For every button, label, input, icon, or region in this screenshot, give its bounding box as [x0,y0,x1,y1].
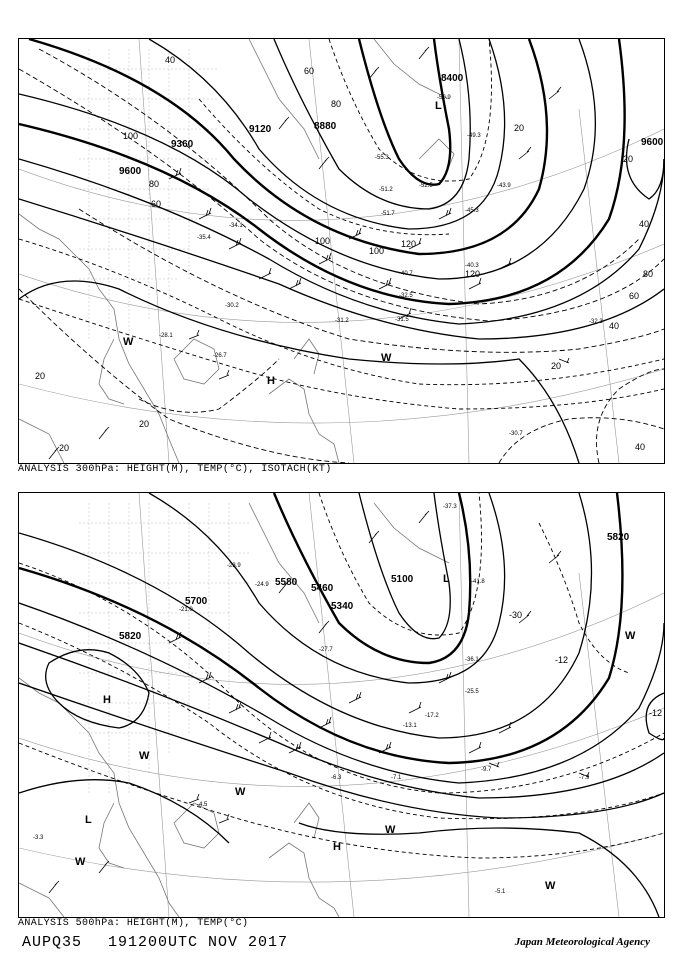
temperature-label: -34.1 [229,223,243,229]
warm-marker: W [75,856,86,868]
height-label: 5700 [185,596,208,607]
map-500hpa-canvas [19,493,664,917]
temperature-label: -36.1 [465,657,479,663]
temperature-label: -50.9 [437,95,451,101]
temperature-label: -3.3 [33,835,44,841]
isotach-label: 100 [123,131,139,141]
low-center-marker: L [435,100,442,112]
isotach-label: 40 [635,442,646,452]
isotach-label: 120 [465,269,481,279]
temperature-label: -25.5 [465,689,479,695]
isotach-label: 80 [643,269,654,279]
isotach-labels [35,55,653,453]
graticule [19,39,664,463]
isotach-label: 100 [369,246,385,256]
height-label: 8400 [441,73,464,84]
height-label: 5460 [311,583,334,594]
height-label: 5820 [607,532,630,543]
isotach-label: 80 [331,99,342,109]
temperature-label: -23.9 [227,563,241,569]
temperature-label: -51.2 [379,187,393,193]
temperature-label: -28.1 [159,333,173,339]
height-contours [19,493,664,917]
warm-marker: W [625,630,636,642]
isotach-label: 40 [609,321,620,331]
warm-marker: W [123,336,134,348]
temperature-label: -5.1 [495,889,506,895]
graticule [19,493,664,917]
height-label: 5340 [331,601,354,612]
isotach-label: 20 [623,154,634,164]
low-center-marker: L [443,573,450,585]
temperature-label: -9.7 [481,767,492,773]
height-contours [19,39,664,463]
temperature-label: -41.8 [471,579,485,585]
isotach-label: 120 [401,239,417,249]
warm-marker: W [381,352,392,364]
temperature-label: -32.3 [589,319,603,325]
temperature-label: -17.2 [425,713,439,719]
low-center-marker: L [85,814,92,826]
isotach-label: 40 [639,219,650,229]
isotach-label: 80 [149,179,160,189]
isotach-label: 60 [151,199,162,209]
analysis-500hpa-map [18,492,665,918]
isotach-label: 20 [551,361,562,371]
system-markers [75,573,636,892]
temperature-label: -21.0 [179,607,193,613]
temperature-label: -49.3 [467,133,481,139]
isotach-label: 20 [59,443,70,453]
temperature-label: -40.7 [399,271,413,277]
temperature-label: -35.4 [197,235,211,241]
temperature-label: -27.7 [319,647,333,653]
temperature-label: -12 [649,708,663,718]
temperature-label: -55.3 [375,155,389,161]
temperature-label: -31.2 [335,318,349,324]
temperature-label: -6.3 [331,775,342,781]
temperature-label: -4.5 [197,802,208,808]
warm-marker: W [139,750,150,762]
map-300hpa-canvas [19,39,664,463]
temperature-label: -30 [509,610,523,620]
temperature-label: -7.1 [391,775,402,781]
temperature-label: -45.3 [465,208,479,214]
temperature-label: -31.5 [395,317,409,323]
wind-barbs [49,511,589,893]
agency-name: Japan Meteorological Agency [514,936,650,948]
temperature-labels [33,504,662,895]
temperature-label: -40.3 [465,263,479,269]
warm-marker: W [235,786,246,798]
height-label: 9360 [171,139,194,150]
temperature-label: -30.7 [509,431,523,437]
isotach-label: 20 [35,371,46,381]
high-center-marker: H [103,694,111,706]
temperature-label: -24.9 [255,582,269,588]
height-label: 8880 [314,121,337,132]
high-center-marker: H [267,375,275,387]
temperature-label: -13.1 [403,723,417,729]
temperature-label: -52.5 [419,183,433,189]
temperature-label: -26.7 [213,353,227,359]
isotach-label: 60 [629,291,640,301]
isotach-label: 100 [315,236,331,246]
isotach-label: 60 [304,66,315,76]
isotach-label: 20 [139,419,150,429]
temperature-label: -12 [555,655,569,665]
valid-time: 191200UTC NOV 2017 [108,934,289,951]
caption-300hpa: ANALYSIS 300hPa: HEIGHT(M), TEMP(°C), ISOTACH(KT) [18,464,332,475]
height-label: 5100 [391,574,414,585]
high-center-marker: H [333,841,341,853]
warm-marker: W [385,824,396,836]
temperature-label: -30.2 [225,303,239,309]
chart-code: AUPQ35 [22,934,83,951]
height-label: 5820 [119,631,142,642]
temperature-label: -32.5 [399,293,413,299]
height-label: 9600 [641,137,664,148]
chart-code-line [22,934,314,951]
terrain-hatch [79,49,219,339]
isotach-label: 20 [514,123,525,133]
isotach-label: 40 [165,55,176,65]
terrain-hatch [79,503,249,793]
temperature-label: -51.7 [381,211,395,217]
temperature-label: -37.3 [443,504,457,510]
analysis-300hpa-map [18,38,665,464]
temperature-label: -7.9 [579,775,590,781]
warm-marker: W [545,880,556,892]
height-label: 5580 [275,577,298,588]
height-label: 9120 [249,124,272,135]
isotherms [19,493,664,858]
height-label: 9600 [119,166,142,177]
temperature-label: -43.9 [497,183,511,189]
caption-500hpa: ANALYSIS 500hPa: HEIGHT(M), TEMP(°C) [18,918,249,929]
